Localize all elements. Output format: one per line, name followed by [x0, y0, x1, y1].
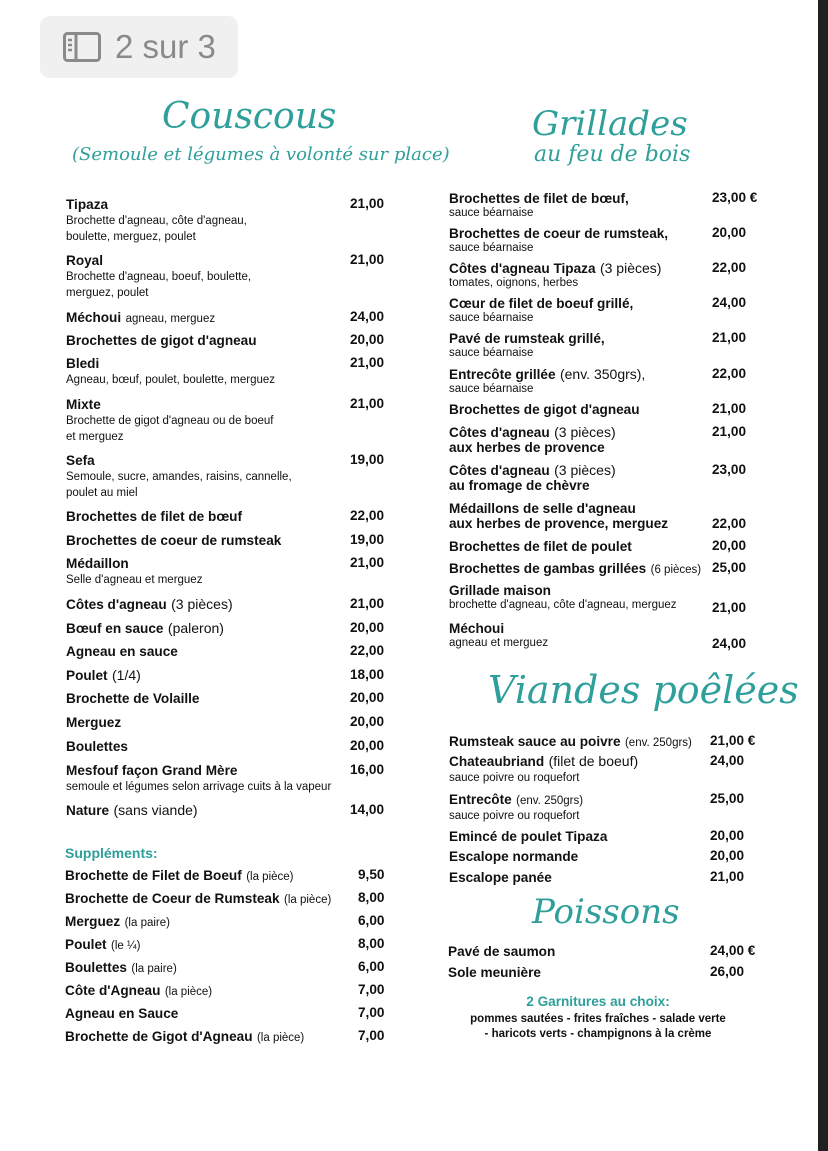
item-name: Agneau en Sauce: [65, 1006, 179, 1021]
item-name: Brochettes de coeur de rumsteak: [66, 533, 282, 548]
item-name-line-2: aux herbes de provence: [449, 440, 605, 455]
menu-item: [66, 690, 199, 708]
item-price: 22,00: [350, 643, 385, 658]
menu-item: [449, 828, 607, 846]
item-qualifier: (1/4): [112, 667, 141, 683]
item-qualifier: (paleron): [167, 620, 224, 636]
item-name: Boulettes: [65, 960, 127, 975]
menu-item: [66, 620, 224, 638]
item-qualifier: (la pièce): [256, 1032, 305, 1044]
item-price: 21,00 €: [710, 733, 756, 748]
item-name: Brochettes de coeur de rumsteak,: [449, 226, 669, 241]
menu-item: [448, 943, 555, 961]
item-price: 24,00: [710, 753, 745, 768]
item-price: 20,00: [712, 538, 747, 553]
item-description: sauce poivre ou roquefort: [449, 810, 580, 822]
menu-item: [65, 936, 140, 954]
item-price: 21,00: [350, 355, 385, 370]
menu-item: [449, 330, 605, 348]
grillades-title: Grillades: [532, 104, 688, 144]
garnitures-line-2: - haricots verts - champignons à la crème: [484, 1028, 712, 1040]
item-price: 7,00: [358, 982, 385, 997]
item-description: poulet au miel: [66, 487, 138, 499]
item-name: Pavé de saumon: [448, 944, 556, 959]
item-qualifier: (la pièce): [164, 986, 213, 998]
item-price: 6,00: [358, 913, 385, 928]
item-name: Pavé de rumsteak grillé,: [449, 331, 605, 346]
item-name: Royal: [66, 253, 104, 268]
menu-item: [66, 332, 257, 350]
item-price: 24,00: [712, 636, 747, 651]
item-description: Brochette d'agneau, côte d'agneau,: [66, 215, 247, 227]
item-qualifier: (env. 250grs): [624, 737, 692, 749]
item-price: 20,00: [350, 738, 385, 753]
menu-item: [448, 964, 541, 982]
menu-item: [65, 890, 331, 908]
item-name: Entrecôte: [449, 792, 512, 807]
menu-item: [66, 196, 108, 214]
item-name: Brochettes de gambas grillées: [449, 561, 647, 576]
item-price: 24,00 €: [710, 943, 756, 958]
item-name: Côte d'Agneau: [65, 983, 161, 998]
item-description: boulette, merguez, poulet: [66, 231, 196, 243]
menu-item: [66, 802, 198, 820]
item-qualifier: (env. 250grs): [516, 795, 584, 807]
item-name: Brochettes de filet de bœuf,: [449, 191, 629, 206]
item-price: 22,00: [712, 516, 747, 531]
item-name: Emincé de poulet Tipaza: [449, 829, 608, 844]
item-name: Sefa: [66, 453, 95, 468]
menu-item: [66, 738, 128, 756]
item-qualifier: (3 pièces): [599, 260, 662, 276]
item-name: Escalope normande: [449, 849, 579, 864]
menu-item: [66, 252, 103, 270]
item-name: Poulet: [66, 668, 108, 683]
garnitures-title: 2 Garnitures au choix:: [526, 994, 670, 1009]
item-price: 19,00: [350, 452, 385, 467]
item-name: Nature: [66, 803, 110, 818]
menu-item: [449, 869, 552, 887]
item-description: Agneau, bœuf, poulet, boulette, merguez: [66, 374, 276, 386]
item-name: Méchoui: [66, 310, 122, 325]
item-name: Médaillon: [66, 556, 129, 571]
menu-item: [449, 225, 668, 243]
item-name: Poulet: [65, 937, 107, 952]
item-name: Boulettes: [66, 739, 128, 754]
item-price: 21,00: [712, 424, 747, 439]
item-price: 21,00: [712, 330, 747, 345]
item-price: 19,00: [350, 532, 385, 547]
menu-item: [449, 620, 504, 638]
menu-item: [65, 867, 294, 885]
menu-item: [65, 1028, 304, 1046]
item-price: 7,00: [358, 1028, 385, 1043]
item-qualifier: (3 pièces): [554, 424, 616, 440]
menu-item: [65, 959, 177, 977]
menu-item: [66, 643, 178, 661]
menu-item: [449, 753, 638, 771]
menu-item: [449, 538, 632, 556]
item-qualifier: (la paire): [124, 917, 170, 929]
item-price: 20,00: [710, 828, 745, 843]
item-price: 18,00: [350, 667, 385, 682]
item-name: Brochettes de gigot d'agneau: [449, 402, 640, 417]
item-qualifier: (env. 350grs),: [559, 366, 646, 382]
menu-item: [66, 555, 129, 573]
item-price: 22,00: [350, 508, 385, 523]
menu-item: [66, 452, 95, 470]
item-name: Côtes d'agneau: [66, 597, 167, 612]
item-price: 20,00: [350, 620, 385, 635]
menu-item: [449, 366, 645, 384]
menu-item: [66, 596, 233, 614]
item-name: Rumsteak sauce au poivre: [449, 734, 621, 749]
item-price: 21,00: [350, 252, 385, 267]
item-name: Cœur de filet de boeuf grillé,: [449, 296, 634, 311]
item-qualifier: (la pièce): [284, 894, 332, 906]
item-price: 8,00: [358, 890, 385, 905]
item-name: Merguez: [65, 914, 121, 929]
item-description: agneau et merguez: [449, 637, 549, 649]
item-price: 21,00: [350, 555, 385, 570]
item-price: 7,00: [358, 1005, 385, 1020]
item-name: Tipaza: [66, 197, 109, 212]
menu-item: [66, 762, 237, 780]
item-description: Brochette de gigot d'agneau ou de boeuf: [66, 415, 274, 427]
item-name: Entrecôte grillée: [449, 367, 556, 382]
item-name: Bœuf en sauce: [66, 621, 164, 636]
item-name: Brochettes de filet de bœuf: [66, 509, 242, 524]
item-description: Semoule, sucre, amandes, raisins, cannelle,: [66, 471, 292, 483]
menu-item: [66, 532, 281, 550]
item-description: sauce béarnaise: [449, 347, 534, 359]
menu-item: [449, 401, 640, 419]
item-name: Chateaubriand: [449, 754, 545, 769]
item-qualifier: (filet de boeuf): [548, 753, 639, 769]
item-name: Côtes d'agneau: [449, 463, 550, 478]
menu-item: [449, 848, 578, 866]
item-price: 24,00: [350, 309, 385, 324]
item-price: 20,00: [710, 848, 745, 863]
item-name: Brochettes de gigot d'agneau: [66, 333, 257, 348]
item-description: tomates, oignons, herbes: [449, 277, 579, 289]
item-price: 20,00: [712, 225, 747, 240]
item-name-line-2: aux herbes de provence, merguez: [449, 516, 669, 531]
item-price: 21,00: [712, 401, 747, 416]
menu-item: [449, 190, 629, 208]
supplements-title: Suppléments:: [65, 845, 158, 861]
couscous-title: Couscous: [162, 96, 337, 137]
item-description: merguez, poulet: [66, 287, 149, 299]
item-name: Côtes d'agneau: [449, 425, 550, 440]
item-qualifier: (le ¼): [111, 940, 141, 952]
reader-icon: [63, 32, 101, 62]
item-name: Méchoui: [449, 621, 505, 636]
item-name: Mesfouf façon Grand Mère: [66, 763, 238, 778]
item-name: Escalope panée: [449, 870, 552, 885]
item-qualifier: (la paire): [131, 963, 177, 975]
item-price: 14,00: [350, 802, 385, 817]
item-name: Bledi: [66, 356, 100, 371]
item-name: Brochette de Gigot d'Agneau: [65, 1029, 253, 1044]
item-name: Brochette de Filet de Boeuf: [65, 868, 242, 883]
item-description: sauce béarnaise: [449, 383, 534, 395]
menu-item: [449, 260, 661, 278]
item-qualifier: (6 pièces): [650, 564, 702, 576]
menu-item: [66, 667, 141, 685]
item-description: Selle d'agneau et merguez: [66, 574, 203, 586]
menu-item: [66, 355, 99, 373]
item-price: 25,00: [712, 560, 747, 575]
menu-item: [65, 982, 212, 1000]
menu-item: [449, 560, 701, 578]
grillades-subtitle: au feu de bois: [534, 142, 691, 167]
item-name: Mixte: [66, 397, 101, 412]
item-price: 26,00: [710, 964, 745, 979]
item-price: 23,00: [712, 462, 747, 477]
menu-item: [449, 733, 692, 751]
item-price: 20,00: [350, 332, 385, 347]
item-name: Brochette de Volaille: [66, 691, 200, 706]
item-description: brochette d'agneau, côte d'agneau, merguez: [449, 599, 677, 611]
item-qualifier: (la pièce): [246, 871, 294, 883]
item-price: 6,00: [358, 959, 385, 974]
menu-item: [65, 913, 170, 931]
item-price: 21,00: [350, 596, 385, 611]
item-qualifier: (sans viande): [113, 802, 198, 818]
item-description: et merguez: [66, 431, 124, 443]
item-price: 9,50: [358, 867, 385, 882]
item-name: Merguez: [66, 715, 122, 730]
item-description: sauce béarnaise: [449, 207, 534, 219]
couscous-subtitle: (Semoule et légumes à volonté sur place): [72, 144, 450, 165]
item-price: 21,00: [710, 869, 745, 884]
item-price: 22,00: [712, 366, 747, 381]
page-indicator[interactable]: [40, 16, 238, 78]
item-qualifier: (3 pièces): [554, 462, 616, 478]
garnitures-line-1: pommes sautées - frites fraîches - salade verte: [470, 1013, 726, 1025]
menu-item: [449, 791, 583, 809]
item-description: sauce poivre ou roquefort: [449, 772, 580, 784]
menu-item: [449, 295, 633, 313]
menu-item: [65, 1005, 178, 1023]
item-name: Côtes d'agneau Tipaza: [449, 261, 596, 276]
menu-item: [66, 508, 242, 526]
item-price: 24,00: [712, 295, 747, 310]
item-name: Médaillons de selle d'agneau: [449, 501, 636, 516]
item-name: Agneau en sauce: [66, 644, 178, 659]
item-description: sauce béarnaise: [449, 312, 534, 324]
item-name: Brochettes de filet de poulet: [449, 539, 632, 554]
menu-item: [66, 396, 101, 414]
item-price: 21,00: [350, 196, 385, 211]
poissons-title: Poissons: [532, 892, 680, 932]
item-price: 16,00: [350, 762, 385, 777]
item-name: Brochette de Coeur de Rumsteak: [65, 891, 280, 906]
item-price: 21,00: [350, 396, 385, 411]
menu-item: [66, 714, 121, 732]
item-qualifier: agneau, merguez: [125, 313, 216, 325]
item-price: 8,00: [358, 936, 385, 951]
item-name-line-2: au fromage de chèvre: [449, 478, 590, 493]
item-description: semoule et légumes selon arrivage cuits à la vapeur: [66, 781, 332, 793]
item-description: Brochette d'agneau, boeuf, boulette,: [66, 271, 252, 283]
viewer-edge: [818, 0, 828, 1151]
item-name: Grillade maison: [449, 583, 551, 598]
item-price: 20,00: [350, 690, 385, 705]
item-price: 22,00: [712, 260, 747, 275]
item-price: 20,00: [350, 714, 385, 729]
item-price: 23,00 €: [712, 190, 758, 205]
menu-item: [66, 309, 215, 327]
item-qualifier: (3 pièces): [171, 596, 233, 612]
viandes-title: Viandes poêlées: [488, 668, 799, 712]
item-price: 21,00: [712, 600, 747, 615]
menu-item: [449, 582, 551, 600]
page-indicator-label: 2 sur 3: [115, 28, 216, 65]
item-description: sauce béarnaise: [449, 242, 534, 254]
item-price: 25,00: [710, 791, 745, 806]
item-name: Sole meunière: [448, 965, 541, 980]
